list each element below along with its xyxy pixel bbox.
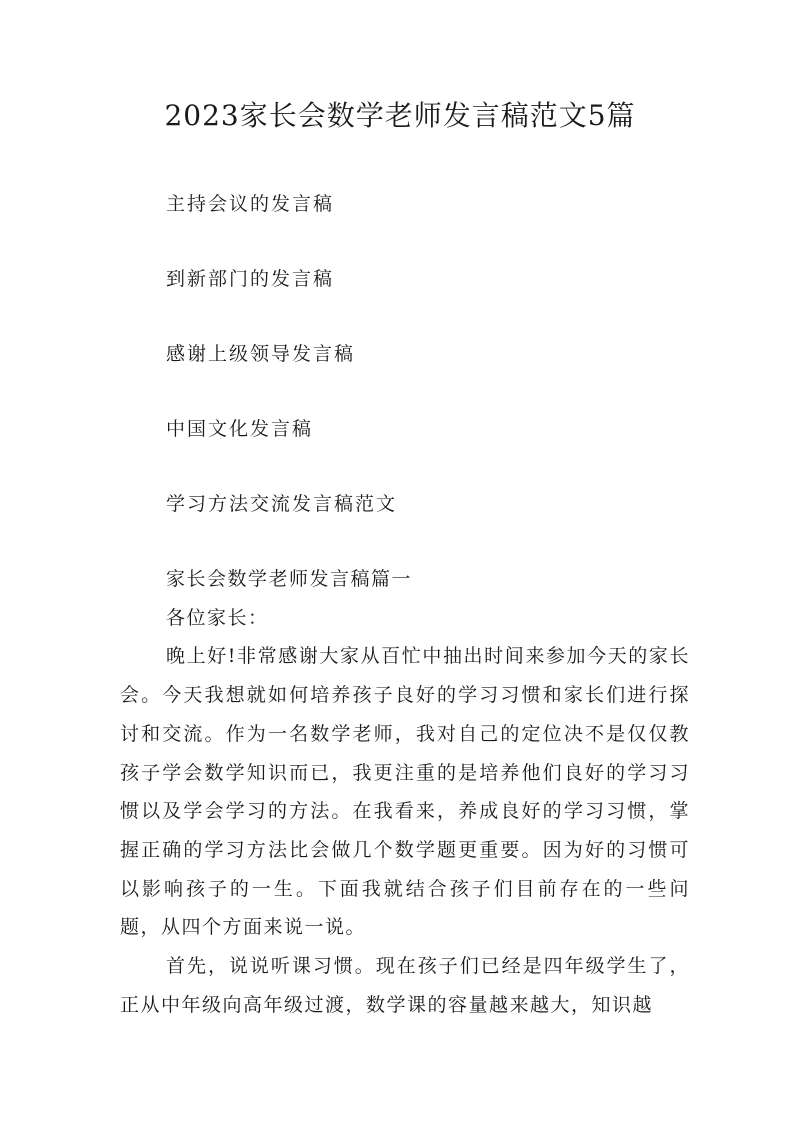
document-title: 2023家长会数学老师发言稿范文5篇 (164, 99, 636, 132)
related-links-list (166, 186, 397, 561)
greeting: 各位家长： (166, 606, 269, 629)
related-link-item[interactable]: 感谢上级领导发言稿 (166, 343, 356, 365)
related-link-item[interactable]: 到新部门的发言稿 (166, 268, 335, 290)
body-paragraph: 晚上好!非常感谢大家从百忙中抽出时间来参加今天的家长会。今天我想就如何培养孩子良好的学习习惯和家长们进行探讨和交流。作为一名数学老师，我对自己的定位决不是仅仅教孩子学会数学知识而已，我更注重的是培养他们良好的学习习惯以及学会学习的方法。在我看来，养成良好的学习习惯，掌握正确的学习方法比会做几个数学题更重要。因为好的习惯可以影响孩子的一生。下面我就结合孩子们目前存在的一些问题，从四个方面来说一说。 (120, 645, 690, 939)
related-link-item[interactable]: 学习方法交流发言稿范文 (166, 493, 398, 515)
section-heading: 家长会数学老师发言稿篇一 (166, 568, 413, 590)
related-link-item[interactable]: 中国文化发言稿 (166, 418, 314, 440)
related-link-item[interactable]: 主持会议的发言稿 (166, 193, 335, 215)
document-body (120, 560, 690, 1024)
body-paragraph: 首先，说说听课习惯。现在孩子们已经是四年级学生了，正从中年级向高年级过渡，数学课的容量越来越大，知识越 (120, 955, 690, 1016)
